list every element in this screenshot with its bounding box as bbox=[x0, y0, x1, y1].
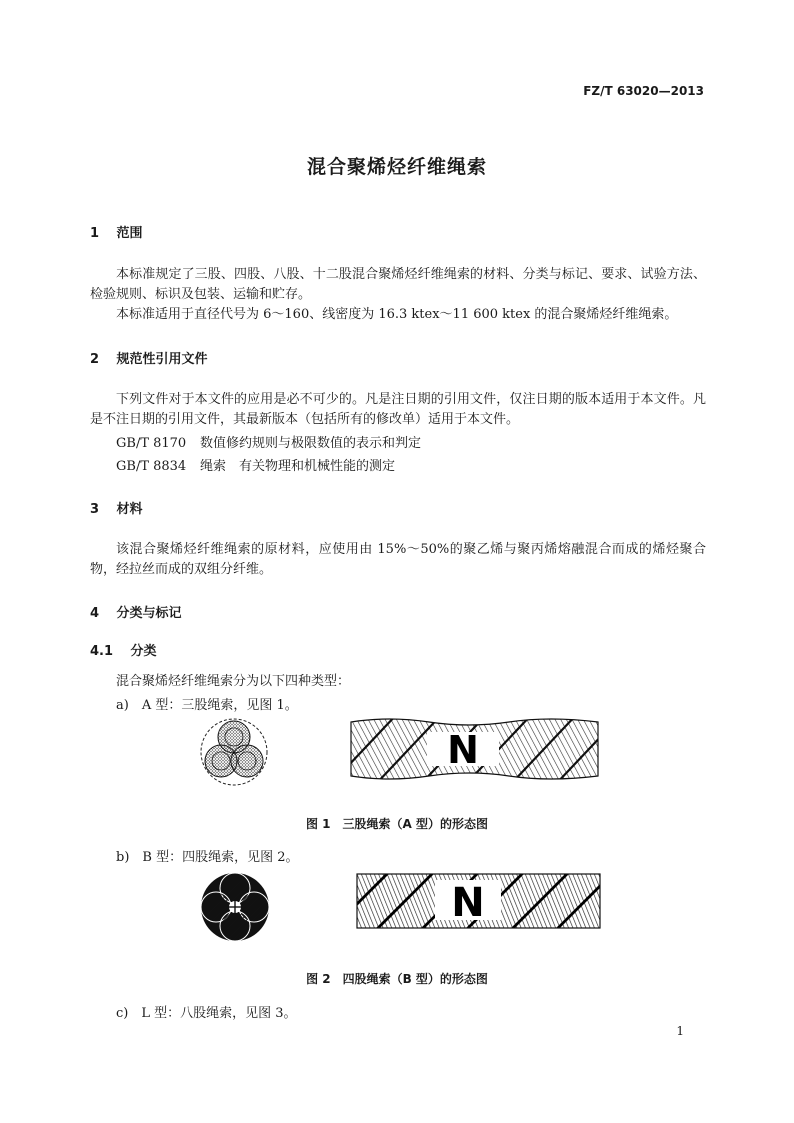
subsection-title: 分类 bbox=[130, 644, 157, 659]
section-title: 规范性引用文件 bbox=[116, 352, 208, 367]
figure-2-caption: 图 2 四股绳索（B 型）的形态图 bbox=[306, 972, 488, 986]
section-number: 1 bbox=[90, 226, 100, 241]
figure-1-caption: 图 1 三股绳索（A 型）的形态图 bbox=[306, 817, 488, 831]
section-title: 分类与标记 bbox=[116, 606, 182, 621]
reference-item bbox=[116, 432, 421, 451]
three-strand-cross-section bbox=[199, 717, 269, 787]
page-number: 1 bbox=[676, 1024, 684, 1038]
reference-title: 绳索 有关物理和机械性能的测定 bbox=[200, 459, 396, 474]
classification-intro: 混合聚烯烃纤维绳索分为以下四种类型： bbox=[116, 674, 351, 689]
section-heading-4 bbox=[90, 602, 182, 621]
scope-paragraph-1: 本标准规定了三股、四股、八股、十二股混合聚烯烃纤维绳索的材料、分类与标记、要求、试验方法、检验规则、标识及包装、运输和贮存。 bbox=[90, 267, 706, 302]
reference-code: GB/T 8170 bbox=[116, 436, 187, 451]
three-strand-rope-side-view bbox=[349, 716, 600, 782]
section-title: 材料 bbox=[116, 502, 143, 517]
twist-direction-label: N bbox=[447, 728, 479, 772]
list-item-c: c) L 型：八股绳索，见图 3。 bbox=[116, 1006, 297, 1021]
section-number: 2 bbox=[90, 352, 100, 367]
subsection-heading-4-1 bbox=[90, 640, 157, 659]
four-strand-cross-section bbox=[199, 871, 271, 943]
four-strand-rope-side-view bbox=[355, 870, 602, 932]
section-title: 范围 bbox=[116, 226, 143, 241]
reference-code: GB/T 8834 bbox=[116, 459, 187, 474]
materials-paragraph: 该混合聚烯烃纤维绳索的原材料，应使用由 15%～50%的聚乙烯与聚丙烯熔融混合而成的烯烃聚合物，经拉丝而成的双组分纤维。 bbox=[90, 542, 706, 577]
section-heading-1 bbox=[90, 222, 143, 241]
section-heading-2 bbox=[90, 348, 208, 367]
references-paragraph: 下列文件对于本文件的应用是必不可少的。凡是注日期的引用文件，仅注日期的版本适用于本文件。凡是不注日期的引用文件，其最新版本（包括所有的修改单）适用于本文件。 bbox=[90, 392, 706, 427]
reference-title: 数值修约规则与极限数值的表示和判定 bbox=[200, 436, 422, 451]
list-item-a: a) A 型：三股绳索，见图 1。 bbox=[116, 698, 298, 713]
section-number: 3 bbox=[90, 502, 100, 517]
reference-item bbox=[116, 455, 395, 474]
subsection-number: 4.1 bbox=[90, 644, 114, 659]
standard-number: FZ/T 63020—2013 bbox=[583, 84, 704, 98]
section-heading-3 bbox=[90, 498, 143, 517]
scope-paragraph-2: 本标准适用于直径代号为 6～160、线密度为 16.3 ktex～11 600 ktex 的混合聚烯烃纤维绳索。 bbox=[116, 307, 678, 322]
twist-direction-label: N bbox=[451, 880, 485, 926]
section-number: 4 bbox=[90, 606, 100, 621]
document-title: 混合聚烯烃纤维绳索 bbox=[306, 156, 487, 178]
list-item-b: b) B 型：四股绳索，见图 2。 bbox=[116, 850, 299, 865]
